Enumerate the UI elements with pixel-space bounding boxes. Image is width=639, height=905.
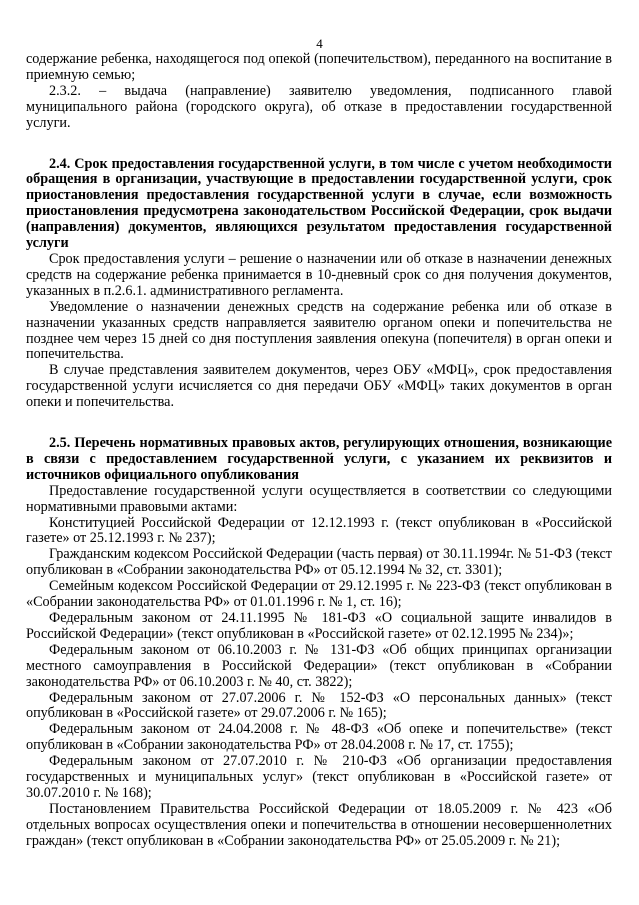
page-body <box>26 52 612 850</box>
section-heading-2-5: 2.5. Перечень нормативных правовых актов, регулирующих отношения, возникающие в связи с предоставлением государственной услуги, с указанием их реквизитов и источников официального опубликования <box>26 435 612 483</box>
page-number: 4 <box>316 36 323 51</box>
paragraph: Гражданским кодексом Российской Федерации (часть первая) от 30.11.1994г. № 51-ФЗ (текст опубликован в «Собрании законодательства РФ» от 05.12.1994 № 32, ст. 3301); <box>26 546 612 579</box>
paragraph: Федеральным законом от 27.07.2006 г. № 152-ФЗ «О персональных данных» (текст опубликован в «Российской газете» от 29.07.2006 г. № 165); <box>26 689 612 722</box>
paragraph: Предоставление государственной услуги осуществляется в соответствии со следующими нормативными правовыми актами: <box>26 482 612 515</box>
paragraph: Конституцией Российской Федерации от 12.12.1993 г. (текст опубликован в «Российской газете» от 25.12.1993 г. № 237); <box>26 514 612 547</box>
paragraph: Семейным кодексом Российской Федерации от 29.12.1995 г. № 223-ФЗ (текст опубликован в «Собрании законодательства РФ» от 01.01.1996 г. № 1, ст. 16); <box>26 578 612 611</box>
paragraph: В случае представления заявителем документов, через ОБУ «МФЦ», срок предоставления государственной услуги исчисляется со дня передачи ОБУ «МФЦ» таких документов в орган опеки и попечительства. <box>26 362 612 411</box>
paragraph: Федеральным законом от 06.10.2003 г. № 131-ФЗ «Об общих принципах организации местного самоуправления в Российской Федерации» (текст опубликован в «Собрании законодательства РФ» от 06.10.2003 г. № 40, ст. 3822); <box>26 641 612 690</box>
section-spacer <box>26 132 612 157</box>
paragraph: содержание ребенка, находящегося под опекой (попечительством), переданного на воспитание в приемную семью; <box>26 51 612 83</box>
paragraph: Федеральным законом от 24.04.2008 г. № 48-ФЗ «Об опеке и попечительстве» (текст опубликован в «Собрании законодательства РФ» от 28.04.2008 г. № 17, ст. 1755); <box>26 721 612 754</box>
paragraph: Срок предоставления услуги – решение о назначении или об отказе в назначении денежных средств на содержание ребенка принимается в 10-дневный срок со дня получения документов, указанных в п.2.6.1. административного регламента. <box>26 250 612 299</box>
paragraph: Федеральным законом от 27.07.2010 г. № 210-ФЗ «Об организации предоставления государственных и муниципальных услуг» (текст опубликован в «Российской газете» от 30.07.2010 г. № 168); <box>26 753 612 801</box>
section-heading-2-4: 2.4. Срок предоставления государственной услуги, в том числе с учетом необходимости обращения в организации, участвующие в предоставлении государственной услуги, срок приостановления предоставления государственной услуги в случае, если возможность приостановления предусмотрена законодательством Российской Федерации, срок выдачи (направления) документов, являющихся результатом предоставления государственной услуги <box>26 155 612 252</box>
paragraph: Постановлением Правительства Российской Федерации от 18.05.2009 г. № 423 «Об отдельных вопросах осуществления опеки и попечительства в отношении несовершеннолетних граждан» (текст опубликован в «Собрании законодательства РФ» от 25.05.2009 г. № 21); <box>26 800 612 849</box>
paragraph: Уведомление о назначении денежных средств на содержание ребенка или об отказе в назначении указанных средств направляется заявителю органом опеки и попечительства не позднее чем через 15 дней со дня поступления заявления опекуна (попечителя) в орган опеки и попечительства. <box>26 298 612 363</box>
section-spacer <box>26 411 612 436</box>
paragraph: Федеральным законом от 24.11.1995 № 181-ФЗ «О социальной защите инвалидов в Российской Федерации» (текст опубликован в «Российской газете» от 02.12.1995 № 234)»; <box>26 610 612 642</box>
paragraph: 2.3.2. – выдача (направление) заявителю уведомления, подписанного главой муниципального района (городского округа), об отказе в предоставлении государственной услуги. <box>26 82 612 131</box>
